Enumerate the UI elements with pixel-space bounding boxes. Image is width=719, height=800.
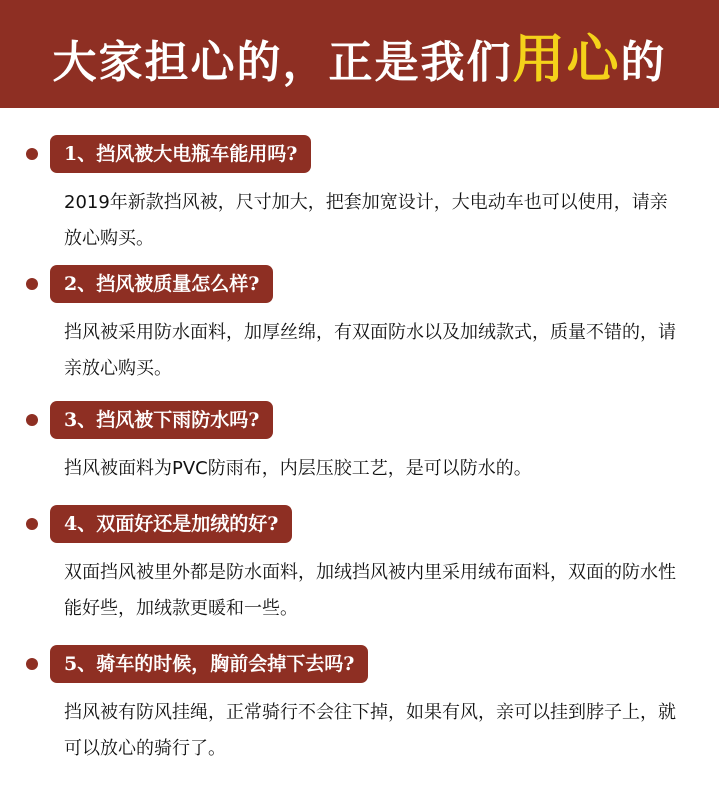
bullet-dot-icon xyxy=(26,518,38,530)
faq-answer: 挡风被有防风挂绳，正常骑行不会往下掉，如果有风，亲可以挂到脖子上，就可以放心的骑行了。 xyxy=(64,702,676,759)
faq-question-row xyxy=(0,645,719,683)
faq-question-row xyxy=(0,401,719,439)
bullet-dot-icon xyxy=(26,658,38,670)
faq-question-row xyxy=(0,135,719,173)
banner-title-part2: 的 xyxy=(620,36,667,88)
banner-title xyxy=(52,17,666,92)
bullet-dot-icon xyxy=(26,414,38,426)
faq-question: 3、挡风被下雨防水吗? xyxy=(50,401,273,439)
bullet-dot-icon xyxy=(26,148,38,160)
faq-question: 1、挡风被大电瓶车能用吗? xyxy=(50,135,311,173)
header-banner xyxy=(0,0,719,108)
banner-title-part1: 大家担心的，正是我们 xyxy=(52,36,513,88)
faq-question-row xyxy=(0,265,719,303)
faq-question: 2、挡风被质量怎么样? xyxy=(50,265,273,303)
faq-answer: 挡风被采用防水面料，加厚丝绵，有双面防水以及加绒款式，质量不错的，请亲放心购买。 xyxy=(64,322,676,379)
faq-question-row xyxy=(0,505,719,543)
bullet-dot-icon xyxy=(26,278,38,290)
faq-question: 5、骑车的时候，胸前会掉下去吗? xyxy=(50,645,368,683)
faq-answer: 2019年新款挡风被，尺寸加大，把套加宽设计，大电动车也可以使用，请亲放心购买。 xyxy=(64,192,668,249)
faq-answer: 挡风被面料为PVC防雨布，内层压胶工艺，是可以防水的。 xyxy=(64,458,532,479)
banner-title-accent: 用心 xyxy=(512,28,621,90)
faq-answer: 双面挡风被里外都是防水面料，加绒挡风被内里采用绒布面料，双面的防水性能好些，加绒款更暖和一些。 xyxy=(64,562,676,619)
faq-question: 4、双面好还是加绒的好? xyxy=(50,505,292,543)
